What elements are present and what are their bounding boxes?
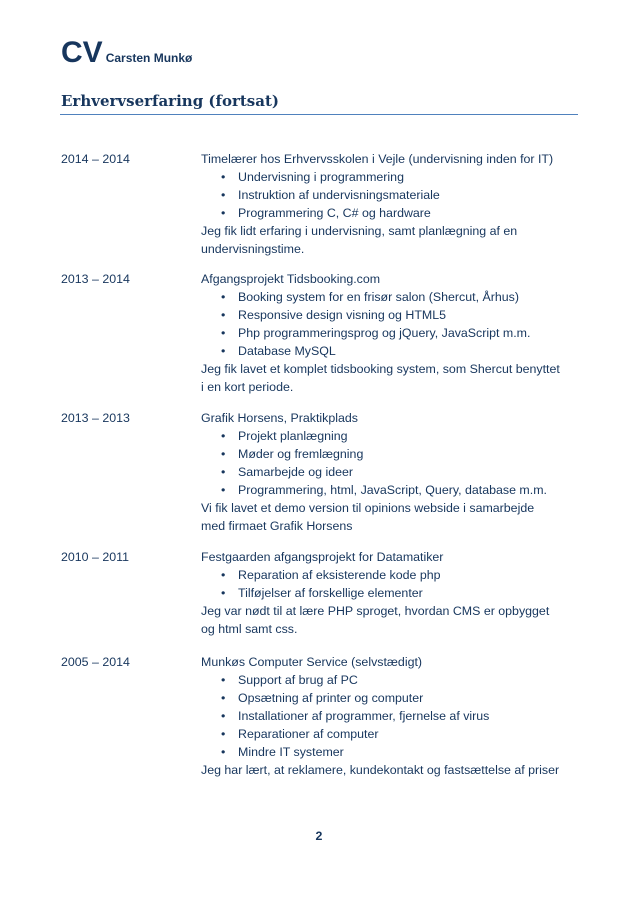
entry-bullets xyxy=(201,427,581,499)
bullet-item: • Reparationer af computer xyxy=(201,725,581,743)
entry-summary-line: i en kort periode. xyxy=(201,380,294,394)
entry-summary-line: Jeg har lært, at reklamere, kundekontakt og fastsættelse af priser xyxy=(201,763,560,777)
entry-title: Timelærer hos Erhvervsskolen i Vejle (undervisning inden for IT) xyxy=(201,152,554,166)
entry-summary-line: Jeg var nødt til at lære PHP sproget, hvordan CMS er opbygget xyxy=(201,604,550,618)
entry-title: Grafik Horsens, Praktikplads xyxy=(201,411,359,425)
entry-title: Festgaarden afgangsprojekt for Datamatiker xyxy=(201,550,444,564)
bullet-item: • Tilføjelser af forskellige elementer xyxy=(201,584,581,602)
bullet-item: • Booking system for en frisør salon (Shercut, Århus) xyxy=(201,288,581,306)
bullet-item: • Samarbejde og ideer xyxy=(201,463,581,481)
entry-bullets xyxy=(201,168,581,222)
bullet-item: • Instruktion af undervisningsmateriale xyxy=(201,186,581,204)
entry-date: 2013 – 2013 xyxy=(61,411,130,425)
entry-date: 2013 – 2014 xyxy=(61,272,130,286)
bullet-item: • Projekt planlægning xyxy=(201,427,581,445)
cv-header xyxy=(61,38,192,68)
section-divider xyxy=(60,114,578,115)
bullet-item: • Database MySQL xyxy=(201,342,581,360)
entry-summary-line: Vi fik lavet et demo version til opinions webside i samarbejde xyxy=(201,501,535,515)
section-title: Erhvervserfaring (fortsat) xyxy=(61,92,279,110)
bullet-item: • Opsætning af printer og computer xyxy=(201,689,581,707)
bullet-item: • Php programmeringsprog og jQuery, JavaScript m.m. xyxy=(201,324,581,342)
entry-title: Munkøs Computer Service (selvstædigt) xyxy=(201,655,423,669)
entry-title: Afgangsprojekt Tidsbooking.com xyxy=(201,272,381,286)
entry-summary-line: Jeg fik lavet et komplet tidsbooking system, som Shercut benyttet xyxy=(201,362,560,376)
author-name: Carsten Munkø xyxy=(105,51,193,65)
page-number: 2 xyxy=(315,829,323,843)
bullet-item: • Programmering C, C# og hardware xyxy=(201,204,581,222)
cv-title: CV xyxy=(61,36,103,69)
entry-content xyxy=(201,653,581,779)
entry-date: 2005 – 2014 xyxy=(61,655,130,669)
bullet-item: • Support af brug af PC xyxy=(201,671,581,689)
entry-bullets xyxy=(201,566,581,602)
entry-summary-line: med firmaet Grafik Horsens xyxy=(201,519,353,533)
entry-content xyxy=(201,548,581,638)
bullet-item: • Installationer af programmer, fjernelse af virus xyxy=(201,707,581,725)
entry-content xyxy=(201,409,581,535)
bullet-item: • Responsive design visning og HTML5 xyxy=(201,306,581,324)
entry-summary-line: og html samt css. xyxy=(201,622,298,636)
entry-summary-line: Jeg fik lidt erfaring i undervisning, samt planlægning af en xyxy=(201,224,518,238)
entry-date: 2014 – 2014 xyxy=(61,152,130,166)
bullet-item: • Programmering, html, JavaScript, Query, database m.m. xyxy=(201,481,581,499)
bullet-item: • Reparation af eksisterende kode php xyxy=(201,566,581,584)
entry-bullets xyxy=(201,288,581,360)
entry-date: 2010 – 2011 xyxy=(61,550,129,564)
bullet-item: • Undervisning i programmering xyxy=(201,168,581,186)
entry-bullets xyxy=(201,671,581,761)
entry-content xyxy=(201,270,581,396)
entry-summary-line: undervisningstime. xyxy=(201,242,305,256)
bullet-item: • Møder og fremlægning xyxy=(201,445,581,463)
bullet-item: • Mindre IT systemer xyxy=(201,743,581,761)
entry-content xyxy=(201,150,581,258)
